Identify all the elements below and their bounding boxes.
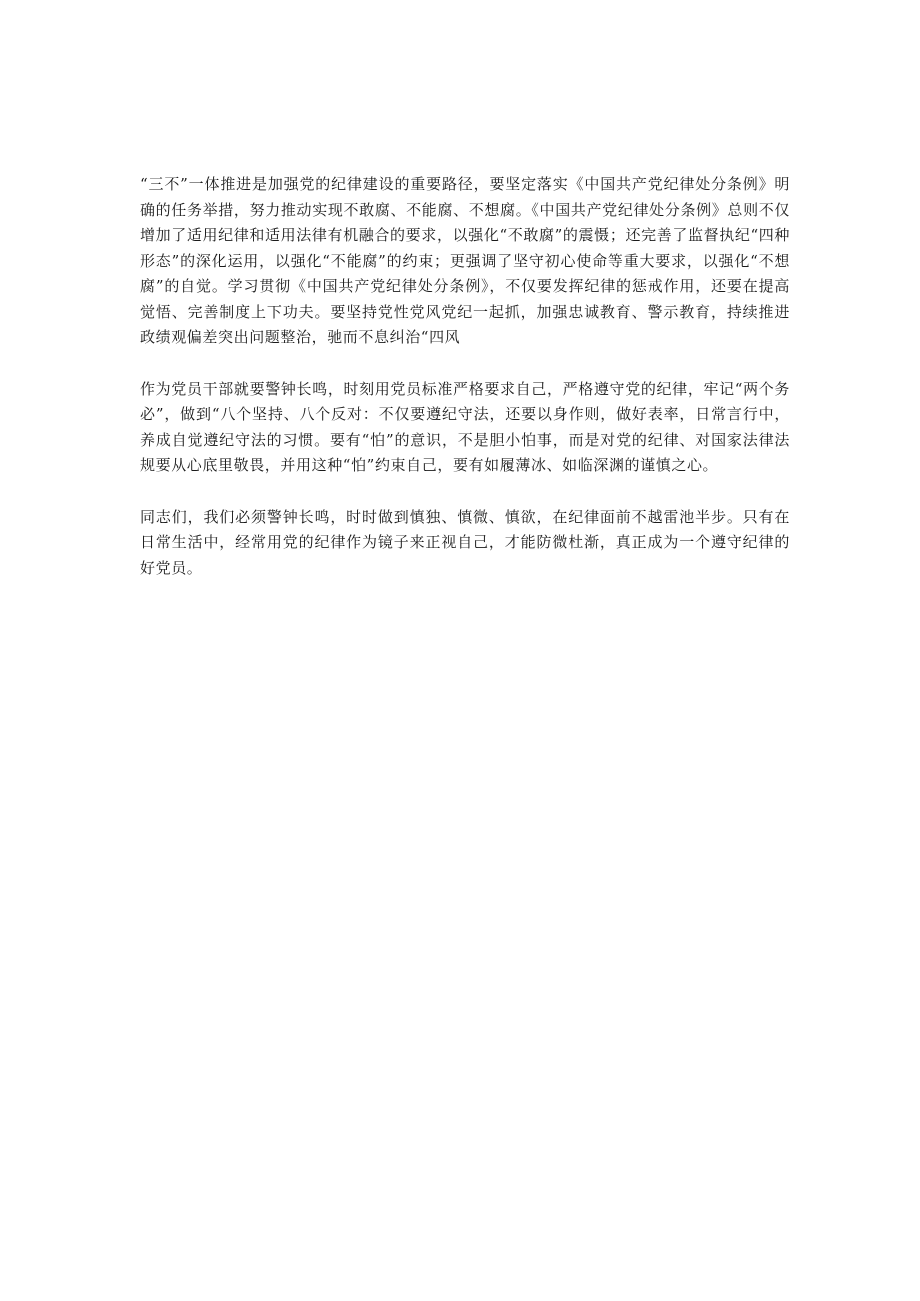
document-body: [140, 172, 790, 581]
paragraph-closing-remarks: 同志们，我们必须警钟长鸣，时时做到慎独、慎微、慎欲，在纪律面前不越雷池半步。只有在日常生活中，经常用党的纪律作为镜子来正视自己，才能防微杜渐，真正成为一个遵守纪律的好党员。: [140, 507, 790, 577]
paragraph-party-member-discipline: 作为党员干部就要警钟长鸣，时刻用党员标准严格要求自己，严格遵守党的纪律，牢记“两个务必”，做到“八个坚持、八个反对：不仅要遵纪守法，还要以身作则，做好表率，日常言行中，养成自觉遵纪守法的习惯。要有“怕”的意识，不是胆小怕事，而是对党的纪律、对国家法律法规要从心底里敬畏，并用这种“怕”约束自己，要有如履薄冰、如临深渊的谨慎之心。: [140, 379, 790, 474]
paragraph-three-nos: “三不”一体推进是加强党的纪律建设的重要路径，要坚定落实《中国共产党纪律处分条例》明确的任务举措，努力推动实现不敢腐、不能腐、不想腐。《中国共产党纪律处分条例》总则不仅增加了适用纪律和适用法律有机融合的要求，以强化“不敢腐”的震慑；还完善了监督执纪“四种形态”的深化运用，以强化“不能腐”的约束；更强调了坚守初心使命等重大要求，以强化“不想腐”的自觉。学习贯彻《中国共产党纪律处分条例》，不仅要发挥纪律的惩戒作用，还要在提高觉悟、完善制度上下功夫。要坚持党性党风党纪一起抓，加强忠诚教育、警示教育，持续推进政绩观偏差突出问题整治，驰而不息纠治“四风: [140, 175, 790, 346]
